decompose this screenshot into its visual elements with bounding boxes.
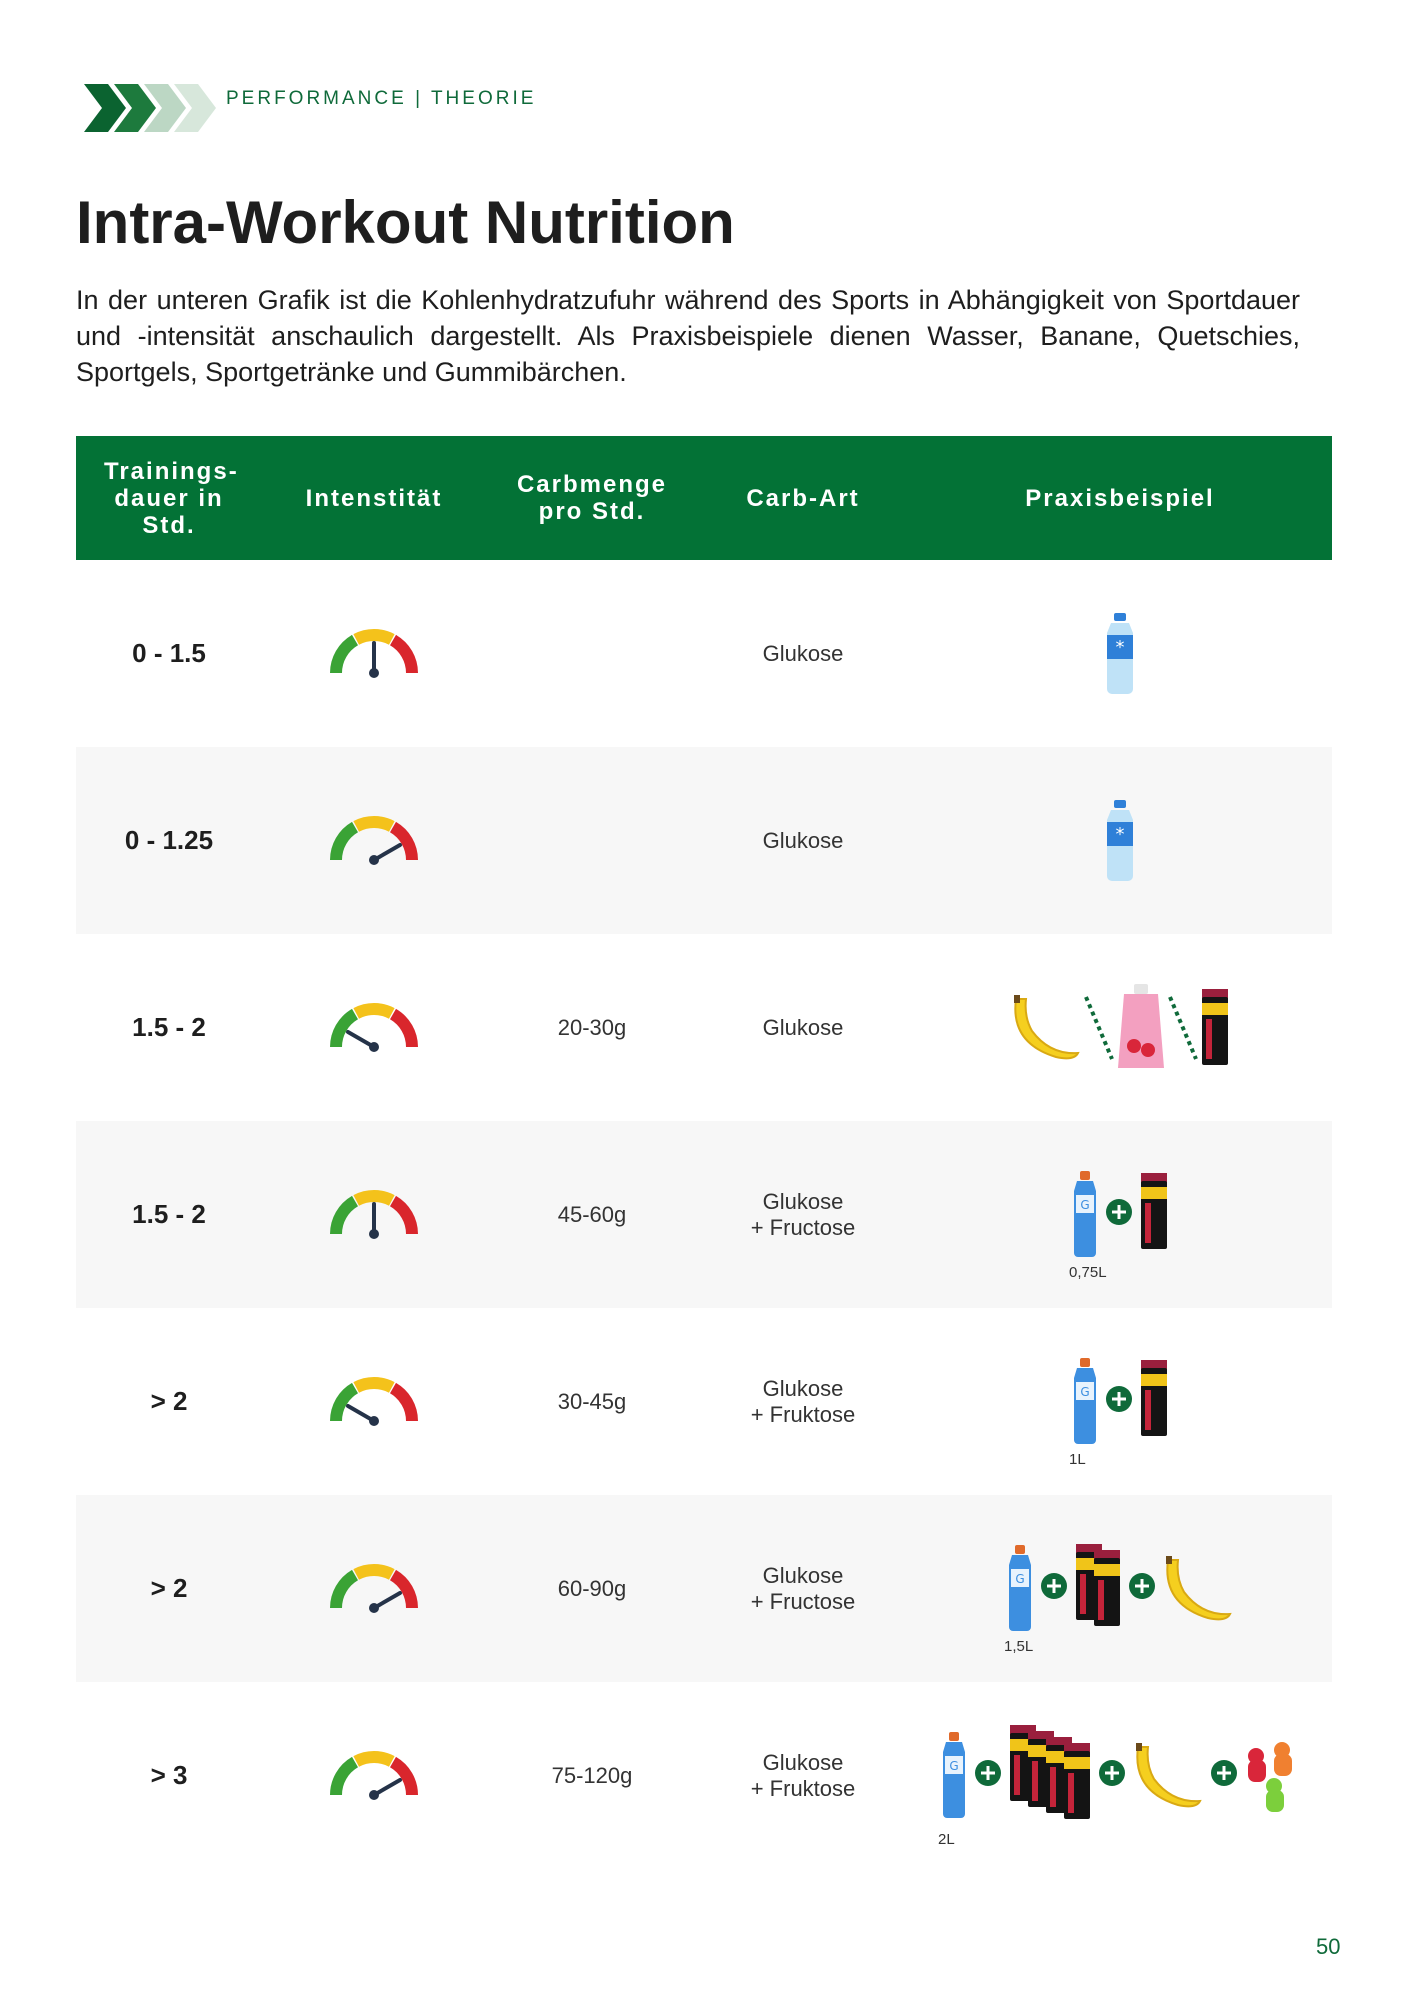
- intensity-gauge-icon: [328, 1745, 420, 1807]
- carb-type-secondary: + Fructose: [750, 1214, 856, 1240]
- svg-text:G: G: [1080, 1197, 1090, 1212]
- intensity-gauge-icon: [328, 1371, 420, 1433]
- carb-type-secondary: + Fructose: [750, 1588, 856, 1614]
- plus-icon: [1105, 1385, 1133, 1413]
- intensity-cell: [262, 747, 486, 934]
- plus-icon: [974, 1759, 1002, 1787]
- column-header-carb-type: Carb-Art: [746, 484, 860, 512]
- water-bottle-icon: [1103, 613, 1137, 695]
- carb-type-cell: [698, 1495, 908, 1682]
- carb-type-cell: [698, 560, 908, 747]
- plus-icon: [1098, 1759, 1126, 1787]
- amount-cell: [486, 560, 698, 747]
- water-bottle-icon: [1103, 800, 1137, 882]
- intensity-cell: [262, 1121, 486, 1308]
- svg-text:G: G: [1015, 1571, 1025, 1586]
- svg-text:G: G: [1080, 1384, 1090, 1399]
- amount-cell: [486, 747, 698, 934]
- carb-type-primary: Glukose: [762, 1014, 844, 1040]
- pouch-icon: [1116, 984, 1166, 1072]
- gel-icon: [1139, 1360, 1169, 1438]
- carb-type-cell: [698, 1308, 908, 1495]
- section-label: PERFORMANCE | THEORIE: [226, 88, 537, 109]
- example-cell: [908, 560, 1332, 747]
- example-cell: [908, 1121, 1332, 1308]
- table-row: [76, 1121, 1332, 1308]
- intensity-cell: [262, 1308, 486, 1495]
- gel-icon: [1092, 1550, 1122, 1628]
- column-header-amount: Carbmenge pro Std.: [516, 471, 668, 525]
- carb-type-cell: [698, 1121, 908, 1308]
- carb-type-cell: [698, 747, 908, 934]
- table-row: [76, 1495, 1332, 1682]
- separator-icon: [1166, 993, 1200, 1063]
- page-title: Intra-Workout Nutrition: [76, 189, 735, 256]
- carb-type-cell: [698, 1682, 908, 1869]
- carb-type-primary: Glukose: [762, 1749, 844, 1775]
- example-cell: [908, 1308, 1332, 1495]
- plus-icon: [1105, 1198, 1133, 1226]
- column-header-intensity: Intenstität: [305, 484, 443, 512]
- carb-type-primary: Glukose: [762, 640, 844, 666]
- intro-paragraph: In der unteren Grafik ist die Kohlenhydratzufuhr während des Sports in Abhängigkeit von Sportdauer und -intensität anschaulich dargestellt. Als Praxisbeispiele dienen Wasser, Banane, Quetschies, Sportgels, Sportgetränke und Gummibärchen.: [76, 285, 1300, 387]
- duration-cell: > 2: [150, 1573, 188, 1603]
- table-row: [76, 934, 1332, 1121]
- intensity-gauge-icon: [328, 810, 420, 872]
- amount-cell: 45-60g: [557, 1201, 627, 1227]
- carb-type-primary: Glukose: [762, 827, 844, 853]
- example-cell: [908, 747, 1332, 934]
- plus-icon: [1210, 1759, 1238, 1787]
- sports-drink-icon: [1071, 1171, 1099, 1259]
- example-cell: [908, 1495, 1332, 1682]
- sports-drink-icon: [1071, 1358, 1099, 1446]
- amount-cell: 60-90g: [557, 1575, 627, 1601]
- intensity-cell: [262, 1682, 486, 1869]
- intensity-cell: [262, 1495, 486, 1682]
- duration-cell: > 3: [150, 1760, 188, 1790]
- page-number: 50: [1316, 1934, 1341, 1959]
- duration-cell: 0 - 1.5: [132, 638, 206, 668]
- sports-drink-icon: [1006, 1545, 1034, 1633]
- column-header-duration: Trainings-dauer in Std.: [104, 457, 239, 539]
- plus-icon: [1128, 1572, 1156, 1600]
- gummy-bears-icon: [1244, 1736, 1300, 1816]
- chevrons-logo-icon: [84, 78, 216, 138]
- volume-label: 1,5L: [1004, 1638, 1034, 1655]
- intensity-gauge-icon: [328, 1184, 420, 1246]
- intensity-cell: [262, 934, 486, 1121]
- amount-cell: 75-120g: [551, 1762, 633, 1788]
- gel-icon: [1200, 989, 1230, 1067]
- svg-text:*: *: [1115, 823, 1125, 845]
- nutrition-table: [76, 436, 1332, 1869]
- intensity-gauge-icon: [328, 623, 420, 685]
- carb-type-primary: Glukose: [762, 1562, 844, 1588]
- volume-label: 0,75L: [1069, 1263, 1107, 1281]
- intensity-cell: [262, 560, 486, 747]
- carb-type-secondary: + Fruktose: [750, 1775, 856, 1801]
- amount-cell: 20-30g: [557, 1014, 627, 1040]
- plus-icon: [1040, 1572, 1068, 1600]
- carb-type-secondary: + Fruktose: [750, 1401, 856, 1427]
- carb-type-cell: [698, 934, 908, 1121]
- table-row: [76, 747, 1332, 934]
- page-header: [84, 78, 784, 140]
- table-header: [76, 436, 1332, 560]
- gel-icon: [1139, 1173, 1169, 1251]
- svg-text:*: *: [1115, 636, 1125, 658]
- sports-drink-icon: [940, 1732, 968, 1820]
- carb-type-primary: Glukose: [762, 1375, 844, 1401]
- volume-label: 1L: [1069, 1450, 1086, 1468]
- volume-label: 2L: [938, 1831, 955, 1848]
- table-row: [76, 560, 1332, 747]
- carb-type-primary: Glukose: [762, 1188, 844, 1214]
- separator-icon: [1082, 993, 1116, 1063]
- banana-icon: [1162, 1554, 1234, 1624]
- column-header-example: Praxisbeispiel: [1025, 484, 1215, 512]
- duration-cell: 1.5 - 2: [132, 1199, 206, 1229]
- intensity-gauge-icon: [328, 997, 420, 1059]
- table-row: [76, 1308, 1332, 1495]
- table-row: [76, 1682, 1332, 1869]
- duration-cell: 0 - 1.25: [124, 825, 214, 855]
- banana-icon: [1132, 1741, 1204, 1811]
- svg-text:G: G: [949, 1758, 959, 1773]
- example-cell: [908, 934, 1332, 1121]
- banana-icon: [1010, 993, 1082, 1063]
- gel-icon: [1062, 1743, 1092, 1821]
- amount-cell: 30-45g: [557, 1388, 627, 1414]
- duration-cell: 1.5 - 2: [132, 1012, 206, 1042]
- table-body: [76, 560, 1332, 1869]
- intensity-gauge-icon: [328, 1558, 420, 1620]
- example-cell: [908, 1682, 1332, 1869]
- duration-cell: > 2: [150, 1386, 188, 1416]
